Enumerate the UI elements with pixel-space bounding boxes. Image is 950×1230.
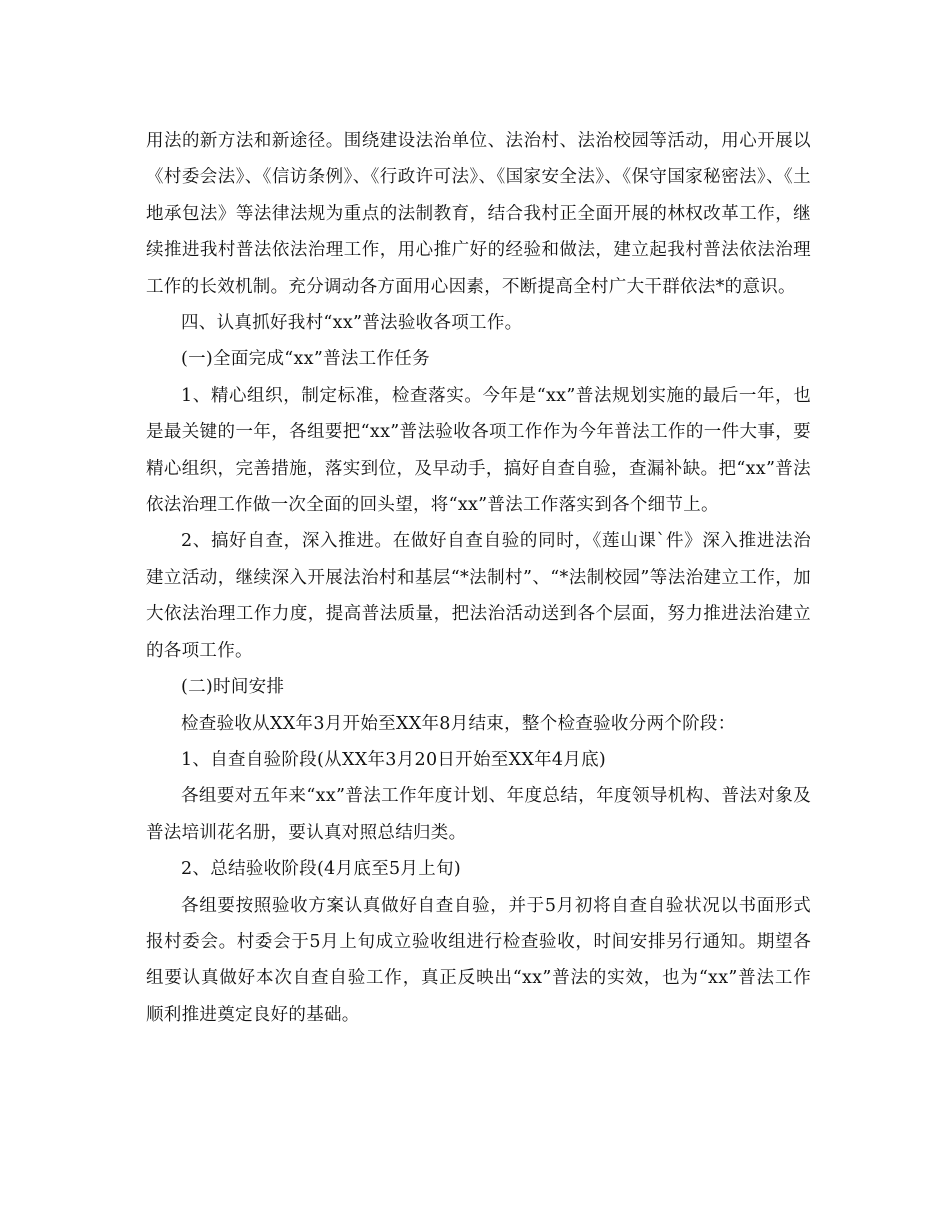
document-body [146, 123, 811, 1033]
subsection-heading-two: (二)时间安排 [181, 677, 285, 698]
paragraph-item-one: 1、精心组织，制定标准，检查落实。今年是“xx”普法规划实施的最后一年，也是最关键的一年，各组要把“xx”普法验收各项工作作为今年普法工作的一件大事，要精心组织，完善措施，落实到位，及早动手，搞好自查自验，查漏补缺。把“xx”普法依法治理工作做一次全面的回头望，将“xx”普法工作落实到各个细节上。 [146, 385, 811, 516]
paragraph-schedule-overview: 检查验收从XX年3月开始至XX年8月结束，整个检查验收分两个阶段： [181, 713, 736, 734]
paragraph-item-two: 2、搞好自查，深入推进。在做好自查自验的同时，《莲山课`件》深入推进法治建立活动，继续深入开展法治村和基层“*法制村”、“*法制校园”等法治建立工作，加大依法治理工作力度，提高普法质量，把法治活动送到各个层面，努力推进法治建立的各项工作。 [146, 531, 811, 661]
paragraph-continued-intro: 用法的新方法和新途径。围绕建设法治单位、法治村、法治校园等活动，用心开展以《村委会法》、《信访条例》、《行政许可法》、《国家安全法》、《保守国家秘密法》、《土地承包法》等法律法规为重点的法制教育，结合我村正全面开展的林权改革工作，继续推进我村普法依法治理工作，用心推广好的经验和做法，建立起我村普法依法治理工作的长效机制。充分调动各方面用心因素，不断提高全村广大干群依法*的意识。 [146, 131, 811, 297]
phase-heading-one: 1、自查自验阶段(从XX年3月20日开始至XX年4月底) [181, 749, 607, 770]
subsection-heading-one: (一)全面完成“xx”普法工作任务 [181, 349, 430, 370]
phase-heading-two: 2、总结验收阶段(4月底至5月上旬) [181, 859, 461, 880]
section-heading-four: 四、认真抓好我村“xx”普法验收各项工作。 [181, 313, 523, 334]
paragraph-phase-two: 各组要按照验收方案认真做好自查自验，并于5月初将自查自验状况以书面形式报村委会。村委会于5月上旬成立验收组进行检查验收，时间安排另行通知。期望各组要认真做好本次自查自验工作，真正反映出“xx”普法的实效，也为“xx”普法工作顺利推进奠定良好的基础。 [146, 895, 811, 1025]
paragraph-phase-one: 各组要对五年来“xx”普法工作年度计划、年度总结，年度领导机构、普法对象及普法培训花名册，要认真对照总结归类。 [146, 786, 811, 843]
